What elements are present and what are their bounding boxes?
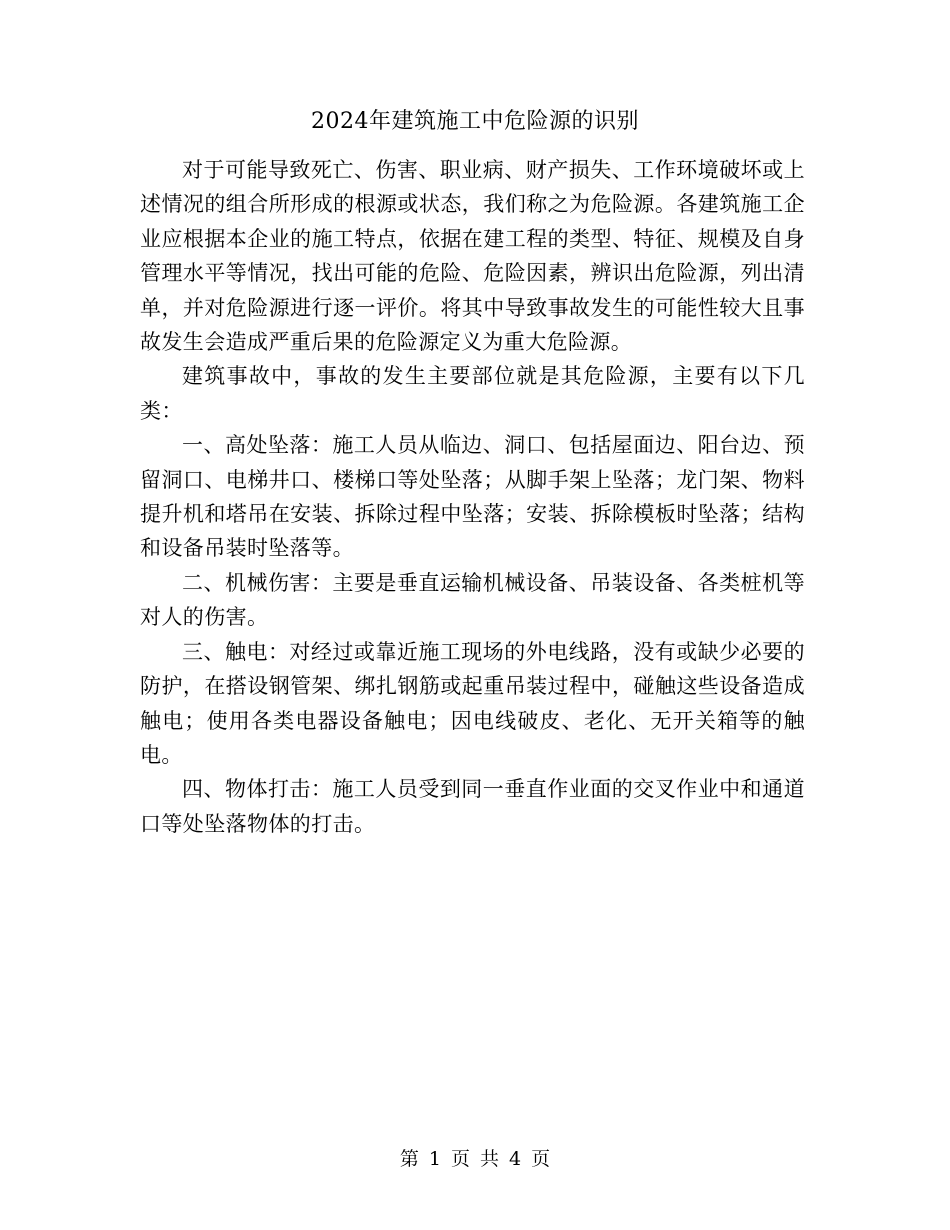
- paragraph-hazard-categories-intro: 建筑事故中，事故的发生主要部位就是其危险源，主要有以下几类：: [140, 364, 805, 423]
- paragraph-hazard-definition: 对于可能导致死亡、伤害、职业病、财产损失、工作环境破坏或上述情况的组合所形成的根源或状态，我们称之为危险源。各建筑施工企业应根据本企业的施工特点，依据在建工程的类型、特征、规模及自身管理水平等情况，找出可能的危险、危险因素，辨识出危险源，列出清单，并对危险源进行逐一评价。将其中导致事故发生的可能性较大且事故发生会造成严重后果的危险源定义为重大危险源。: [140, 158, 805, 355]
- paragraph-struck-by-object: 四、物体打击：施工人员受到同一垂直作业面的交叉作业中和通道口等处坠落物体的打击。: [140, 777, 805, 836]
- page-number-footer: 第 1 页 共 4 页: [399, 1148, 551, 1170]
- paragraph-falls-from-height: 一、高处坠落：施工人员从临边、洞口、包括屋面边、阳台边、预留洞口、电梯井口、楼梯口等处坠落；从脚手架上坠落；龙门架、物料提升机和塔吊在安装、拆除过程中坠落；安装、拆除模板时坠落；结构和设备吊装时坠落等。: [140, 433, 805, 561]
- paragraph-mechanical-injury: 二、机械伤害：主要是垂直运输机械设备、吊装设备、各类桩机等对人的伤害。: [140, 570, 805, 630]
- document-title: 2024年建筑施工中危险源的识别: [311, 109, 639, 134]
- document-body: [140, 153, 805, 841]
- paragraph-electric-shock: 三、触电：对经过或靠近施工现场的外电线路，没有或缺少必要的防护，在搭设钢管架、绑扎钢筋或起重吊装过程中，碰触这些设备造成触电；使用各类电器设备触电；因电线破皮、老化、无开关箱等的触电。: [140, 639, 805, 767]
